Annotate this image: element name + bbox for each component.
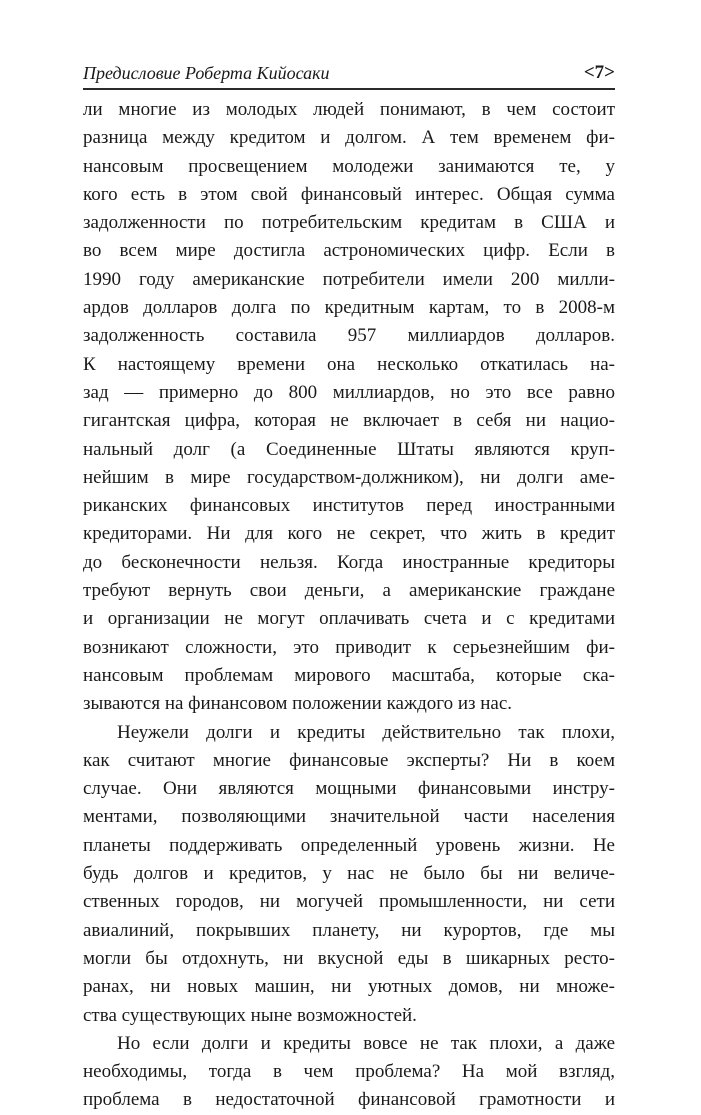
text-line: нансовым проблемам мирового масштаба, которые ска- (83, 664, 615, 686)
paragraph-2 (83, 719, 615, 1030)
text-line: К настоящему времени она несколько откатилась на- (83, 353, 615, 375)
text-line: задолженность составила 957 миллиардов долларов. (83, 325, 615, 347)
paragraph-3 (83, 1030, 615, 1115)
text-line: планеты поддерживать определенный уровень жизни. Не (83, 834, 615, 856)
text-line: ли многие из молодых людей понимают, в чем состоит (83, 99, 615, 120)
text-line: требуют вернуть свои деньги, а американские граждане (83, 580, 615, 602)
text-line: авиалиний, покрывших планету, ни курортов, где мы (83, 919, 615, 941)
text-line: задолженности по потребительским кредитам в США и (83, 212, 615, 234)
text-line: Но если долги и кредиты вовсе не так плохи, а даже (117, 1032, 615, 1054)
text-line: зад — примерно до 800 миллиардов, но это все равно (83, 381, 615, 403)
text-line: как считают многие финансовые эксперты? Ни в коем (83, 749, 615, 771)
running-header-title: Предисловие Роберта Кийосаки (83, 63, 330, 83)
text-line: кого есть в этом свой финансовый интерес. Общая сумма (83, 183, 615, 205)
body-text (83, 96, 615, 1115)
header-divider (83, 88, 615, 90)
text-line: ства существующих ныне возможностей. (83, 1004, 417, 1026)
text-line: гигантская цифра, которая не включает в себя ни нацио- (83, 410, 615, 432)
text-line: во всем мире достигла астрономических цифр. Если в (83, 240, 615, 262)
text-line: могли бы отдохнуть, ни вкусной еды в шикарных ресто- (83, 947, 615, 969)
text-line: нансовым просвещением молодежи занимаются те, у (83, 155, 615, 177)
text-line: кредиторами. Ни для кого не секрет, что жить в кредит (83, 523, 615, 545)
text-line: Неужели долги и кредиты действительно так плохи, (117, 721, 615, 743)
text-line: проблема в недостаточной финансовой грамотности и (83, 1089, 615, 1111)
text-line: ардов долларов долга по кредитным картам, то в 2008-м (83, 297, 615, 319)
text-line: ранах, ни новых машин, ни уютных домов, ни множе- (83, 976, 615, 998)
text-line: разница между кредитом и долгом. А тем временем фи- (83, 127, 615, 149)
text-line: возникают сложности, это приводит к серьезнейшим фи- (83, 636, 615, 658)
page-number: <7> (583, 62, 615, 83)
text-line: риканских финансовых институтов перед иностранными (83, 495, 615, 517)
text-line: необходимы, тогда в чем проблема? На мой взгляд, (83, 1061, 615, 1083)
text-line: случае. Они являются мощными финансовыми инстру- (83, 778, 615, 800)
text-line: будь долгов и кредитов, у нас не было бы ни величе- (83, 863, 615, 885)
text-line: зываются на финансовом положении каждого из нас. (83, 693, 513, 715)
text-line: ственных городов, ни могучей промышленности, ни сети (83, 891, 615, 913)
text-line: ментами, позволяющими значительной части населения (83, 806, 615, 828)
text-line: нальный долг (а Соединенные Штаты являются круп- (83, 438, 615, 460)
paragraph-1 (83, 96, 615, 719)
text-line: нейшим в мире государством-должником), ни долги аме- (83, 466, 615, 488)
text-line: и организации не могут оплачивать счета и с кредитами (83, 608, 615, 630)
text-line: 1990 году американские потребители имели 200 милли- (83, 268, 615, 290)
running-header (83, 62, 615, 88)
text-line: до бесконечности нельзя. Когда иностранные кредиторы (83, 551, 615, 573)
